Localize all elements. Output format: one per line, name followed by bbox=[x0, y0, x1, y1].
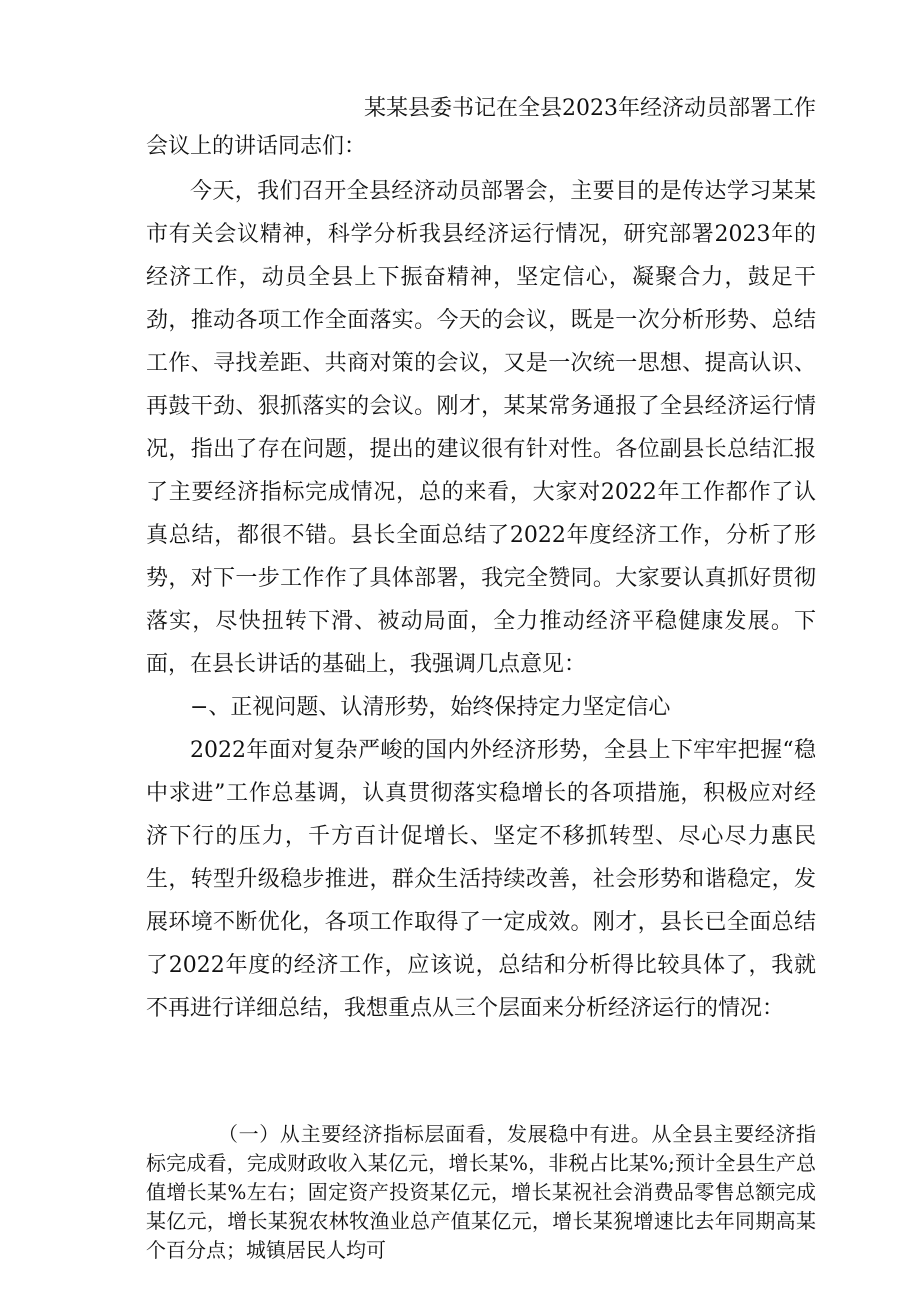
title-line-1: 某某县委书记在全县2023年经济动员部署工作 bbox=[364, 96, 816, 121]
paragraph-section-1: 2022年面对复杂严峻的国内外经济形势，全县上下牢牢把握“稳中求进”工作总基调，认真贯彻落实稳增长的各项措施，积极应对经济下行的压力，千方百计促增长、坚定不移抓转型、尽心尽力惠民生，转型升级稳步推进，群众生活持续改善，社会形势和谐稳定，发展环境不断优化，各项工作取得了一定成效。刚才，县长已全面总结了2022年度的经济工作，应该说，总结和分析得比较具体了，我就不再进行详细总结，我想重点从三个层面来分析经济运行的情况： bbox=[146, 738, 816, 1021]
document-body bbox=[146, 170, 816, 1030]
section-heading-1: −、正视问题、认清形势，始终保持定力坚定信心 bbox=[190, 695, 671, 720]
subsection-paragraph: （一）从主要经济指标层面看，发展稳中有进。从全县主要经济指标完成看，完成财政收入某亿元，增长某%，非税占比某%;预计全县生产总值增长某%左右；固定资产投资某亿元，增长某祝社会消费品零售总额完成某亿元，增长某猊农林牧渔业总产值某亿元，增长某猊增速比去年同期高某个百分点；城镇居民人均可 bbox=[146, 1122, 816, 1262]
title-line-2: 会议上的讲话同志们： bbox=[146, 134, 367, 159]
document-title bbox=[146, 90, 816, 166]
paragraph-opening: 今天，我们召开全县经济动员部署会，主要目的是传达学习某某市有关会议精神，科学分析我县经济运行情况，研究部署2023年的经济工作，动员全县上下振奋精神，坚定信心，凝聚合力，鼓足干劲，推动各项工作全面落实。今天的会议，既是一次分析形势、总结工作、寻找差距、共商对策的会议，又是一次统一思想、提高认识、再鼓干劲、狠抓落实的会议。刚才，某某常务通报了全县经济运行情况，指出了存在问题，提出的建议很有针对性。各位副县长总结汇报了主要经济指标完成情况，总的来看，大家对2022年工作都作了认真总结，都很不错。县长全面总结了2022年度经济工作，分析了形势，对下一步工作作了具体部署，我完全赞同。大家要认真抓好贯彻落实，尽快扭转下滑、被动局面，全力推动经济平稳健康发展。下面，在县长讲话的基础上，我强调几点意见： bbox=[146, 179, 816, 677]
